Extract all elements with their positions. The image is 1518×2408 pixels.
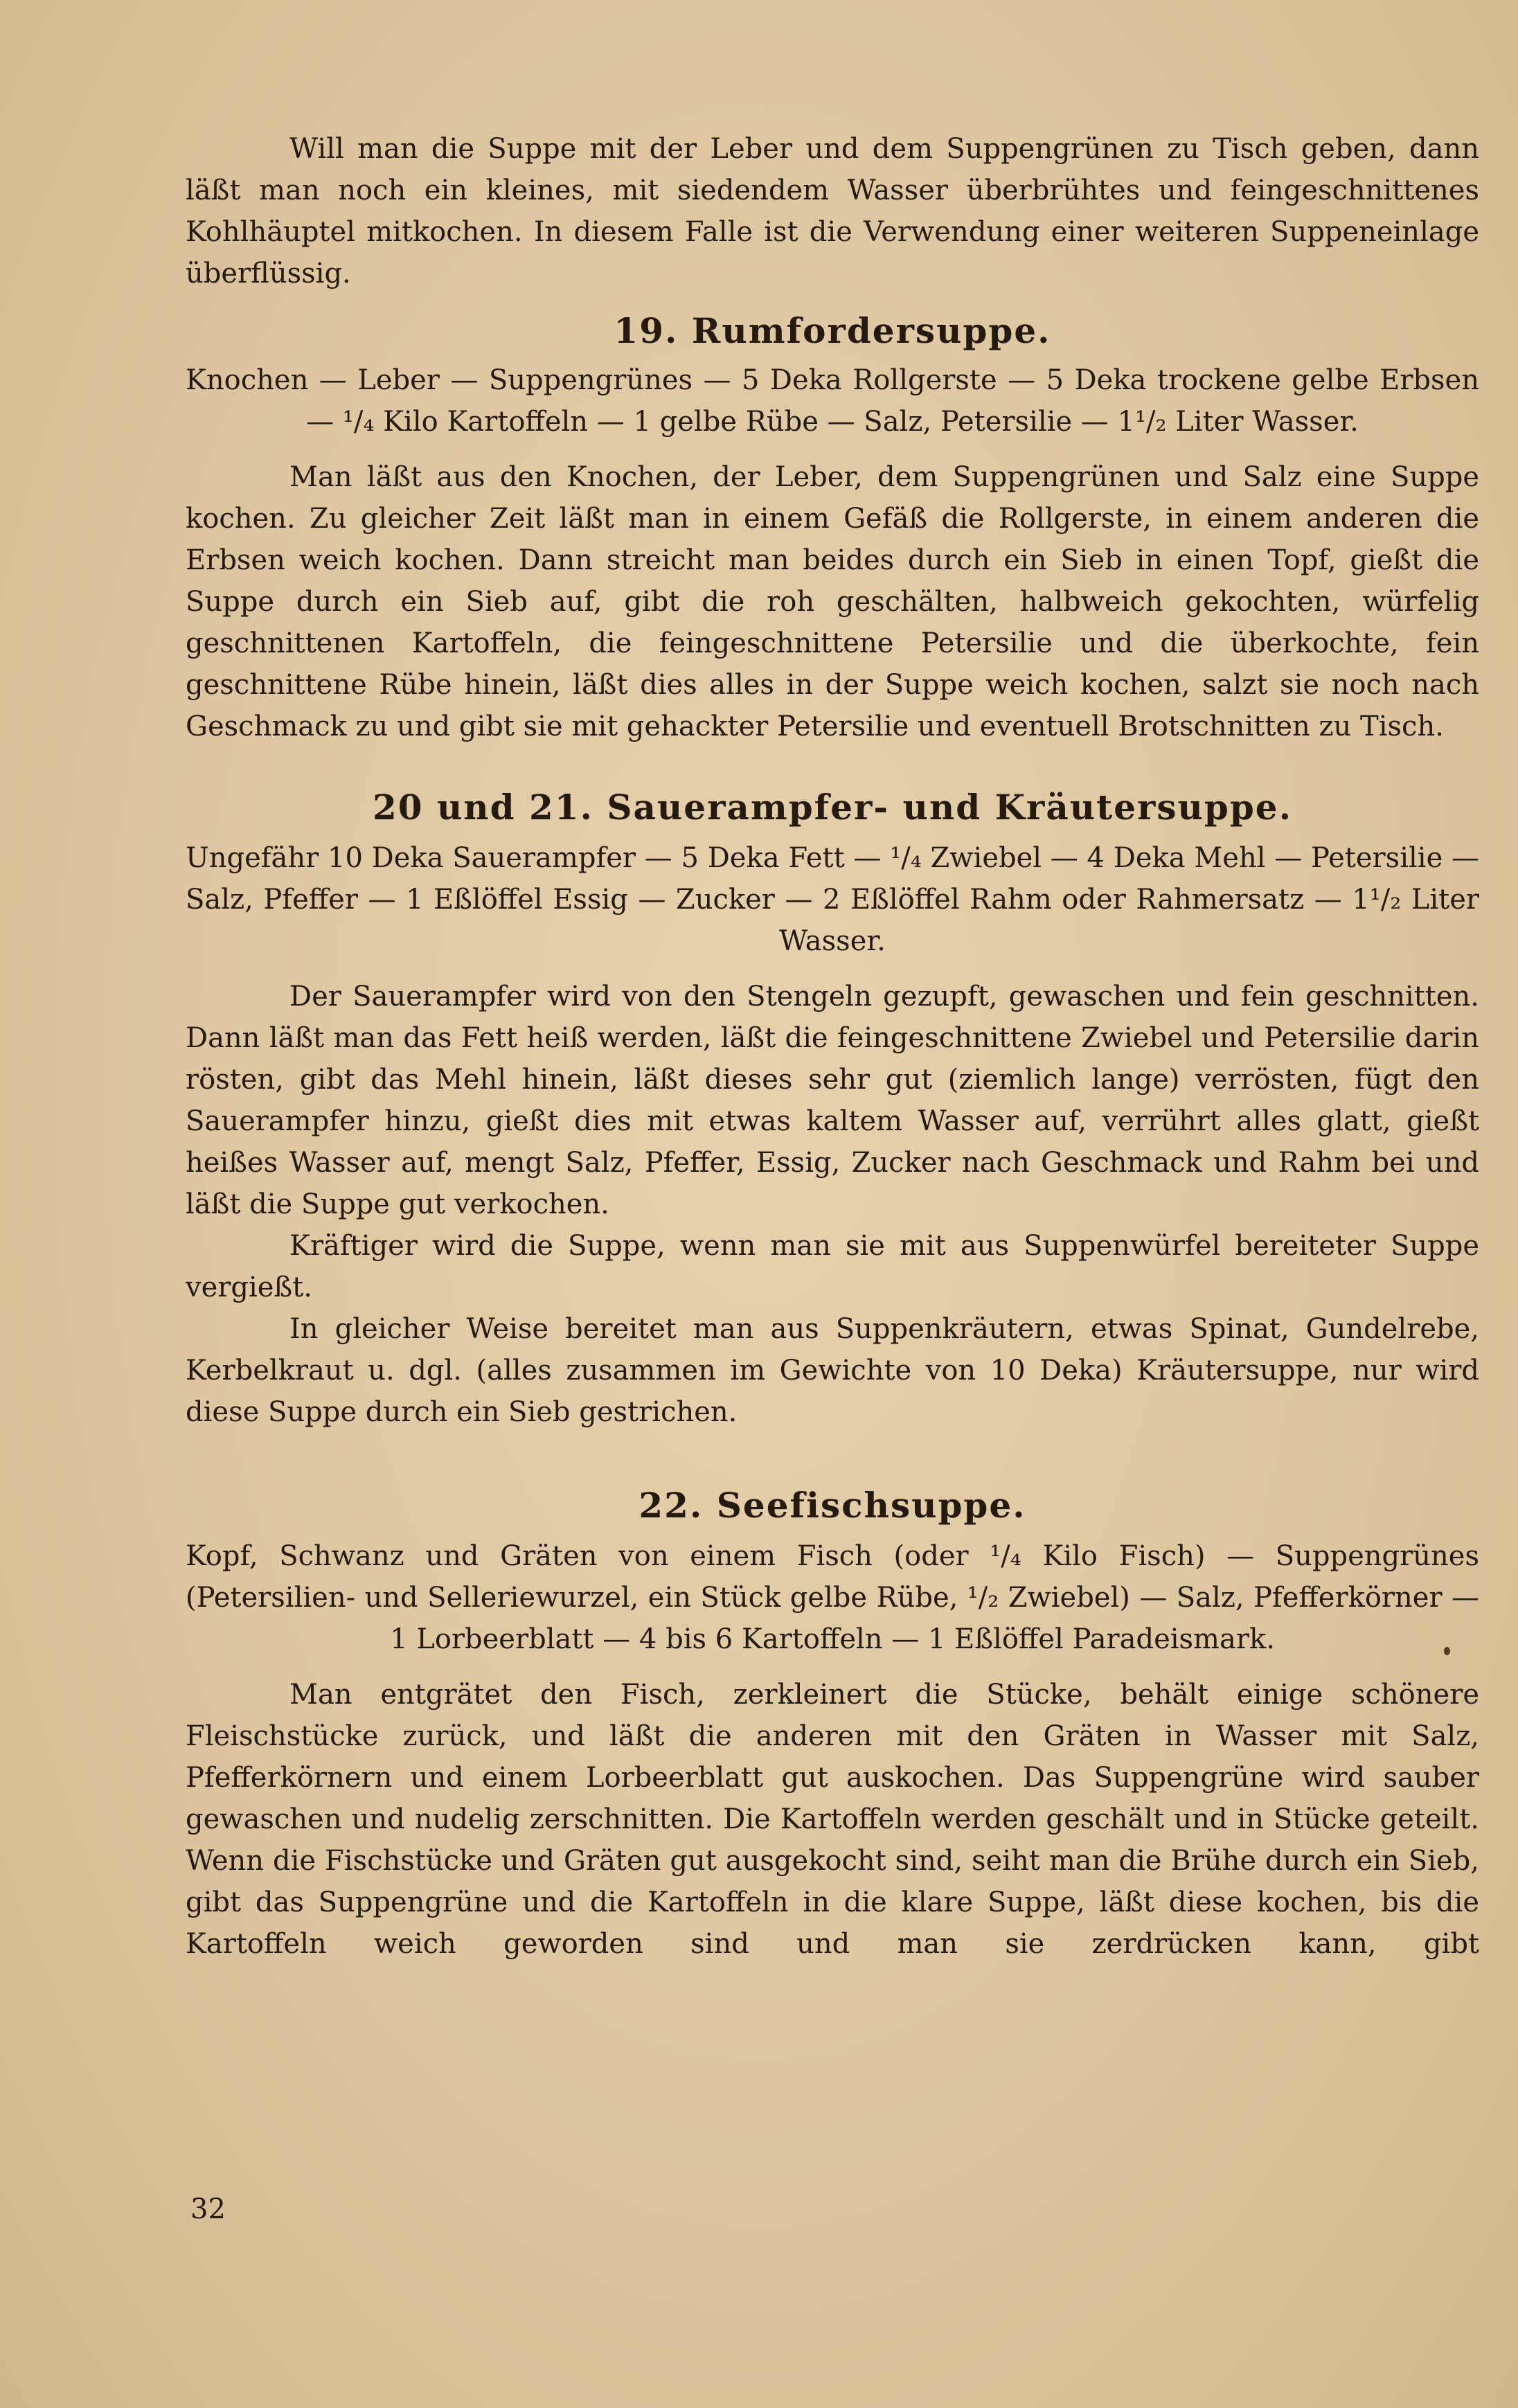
recipe-title: 22. Seefischsuppe. — [639, 1485, 1026, 1526]
instructions-paragraph: Man entgrätet den Fisch, zerkleinert die Stücke, behält einige schönere Fleischstücke zurück, und läßt die anderen mit den Gräten in Wasser mit Salz, Pfefferkörnern und einem Lorbeerblatt gut auskochen. Das Suppengrüne wird sauber gewaschen und nudelig zerschnitten. Die Kartoffeln werden geschält und in Stücke geteilt. Wenn die Fischstücke und Gräten gut ausgekocht sind, seiht man die Brühe durch ein Sieb, gibt das Suppengrüne und die Kartoffeln in die klare Suppe, läßt diese kochen, bis die Kartoffeln weich geworden sind und man sie zerdrücken kann, gibt — [186, 1679, 1479, 1960]
ingredients-list: Ungefähr 10 Deka Sauerampfer — 5 Deka Fett — ¹/₄ Zwiebel — 4 Deka Mehl — Petersilie — Salz, Pfeffer — 1 Eßlöffel Essig — Zucker — 2 Eßlöffel Rahm oder Rahmersatz — 1¹/₂ Liter Wasser. — [186, 842, 1479, 957]
instructions-paragraph: Man läßt aus den Knochen, der Leber, dem Suppengrünen und Salz eine Suppe kochen. Zu gleicher Zeit läßt man in einem Gefäß die Rollgerste, in einem anderen die Erbsen weich kochen. Dann streicht man beides durch ein Sieb in einen Topf, gießt die Suppe durch ein Sieb auf, gibt die roh geschälten, halbweich gekochten, würfelig geschnittenen Kartoffeln, die feingeschnittene Petersilie und die überkochte, fein geschnittene Rübe hinein, läßt dies alles in der Suppe weich kochen, salzt sie noch nach Geschmack zu und gibt sie mit gehackter Petersilie und eventuell Brotschnitten zu Tisch. — [186, 461, 1479, 742]
page-content — [186, 128, 1479, 1965]
recipe-19 — [186, 307, 1479, 747]
recipe-20-21 — [186, 783, 1479, 1433]
page-number: 32 — [190, 2193, 226, 2225]
intro-paragraph: Will man die Suppe mit der Leber und dem Suppengrünen zu Tisch geben, dann läßt man noch ein kleines, mit siedendem Wasser überbrühtes und feingeschnittenes Kohlhäuptel mitkochen. In diesem Falle ist die Verwendung einer weiteren Suppeneinlage überflüssig. — [186, 133, 1479, 289]
instructions-paragraph: Kräftiger wird die Suppe, wenn man sie mit aus Suppenwürfel bereiteter Suppe vergießt. — [186, 1230, 1479, 1303]
recipe-22 — [186, 1481, 1479, 1965]
instructions-paragraph: In gleicher Weise bereitet man aus Suppenkräutern, etwas Spinat, Gundelrebe, Kerbelkraut u. dgl. (alles zusammen im Gewichte von 10 Deka) Kräutersuppe, nur wird diese Suppe durch ein Sieb gestrichen. — [186, 1313, 1479, 1428]
instructions-paragraph: Der Sauerampfer wird von den Stengeln gezupft, gewaschen und fein geschnitten. Dann läßt man das Fett heiß werden, läßt die feingeschnittene Zwiebel und Petersilie darin rösten, gibt das Mehl hinein, läßt dieses sehr gut (ziemlich lange) verrösten, fügt den Sauerampfer hinzu, gießt dies mit etwas kaltem Wasser auf, verrührt alles glatt, gießt heißes Wasser auf, mengt Salz, Pfeffer, Essig, Zucker nach Geschmack und Rahm bei und läßt die Suppe gut verkochen. — [186, 981, 1479, 1220]
ingredients-list: Kopf, Schwanz und Gräten von einem Fisch (oder ¹/₄ Kilo Fisch) — Suppengrünes (Petersilien- und Selleriewurzel, ein Stück gelbe Rübe, ¹/₂ Zwiebel) — Salz, Pfefferkörner — 1 Lorbeerblatt — 4 bis 6 Kartoffeln — 1 Eßlöffel Paradeismark. — [186, 1540, 1479, 1655]
recipe-title: 19. Rumfordersuppe. — [614, 310, 1051, 351]
ink-speck — [1444, 1647, 1450, 1655]
recipe-title: 20 und 21. Sauerampfer- und Kräutersuppe. — [372, 787, 1293, 828]
ingredients-list: Knochen — Leber — Suppengrünes — 5 Deka Rollgerste — 5 Deka trockene gelbe Erbsen — ¹/₄ Kilo Kartoffeln — 1 gelbe Rübe — Salz, Petersilie — 1¹/₂ Liter Wasser. — [186, 364, 1479, 438]
